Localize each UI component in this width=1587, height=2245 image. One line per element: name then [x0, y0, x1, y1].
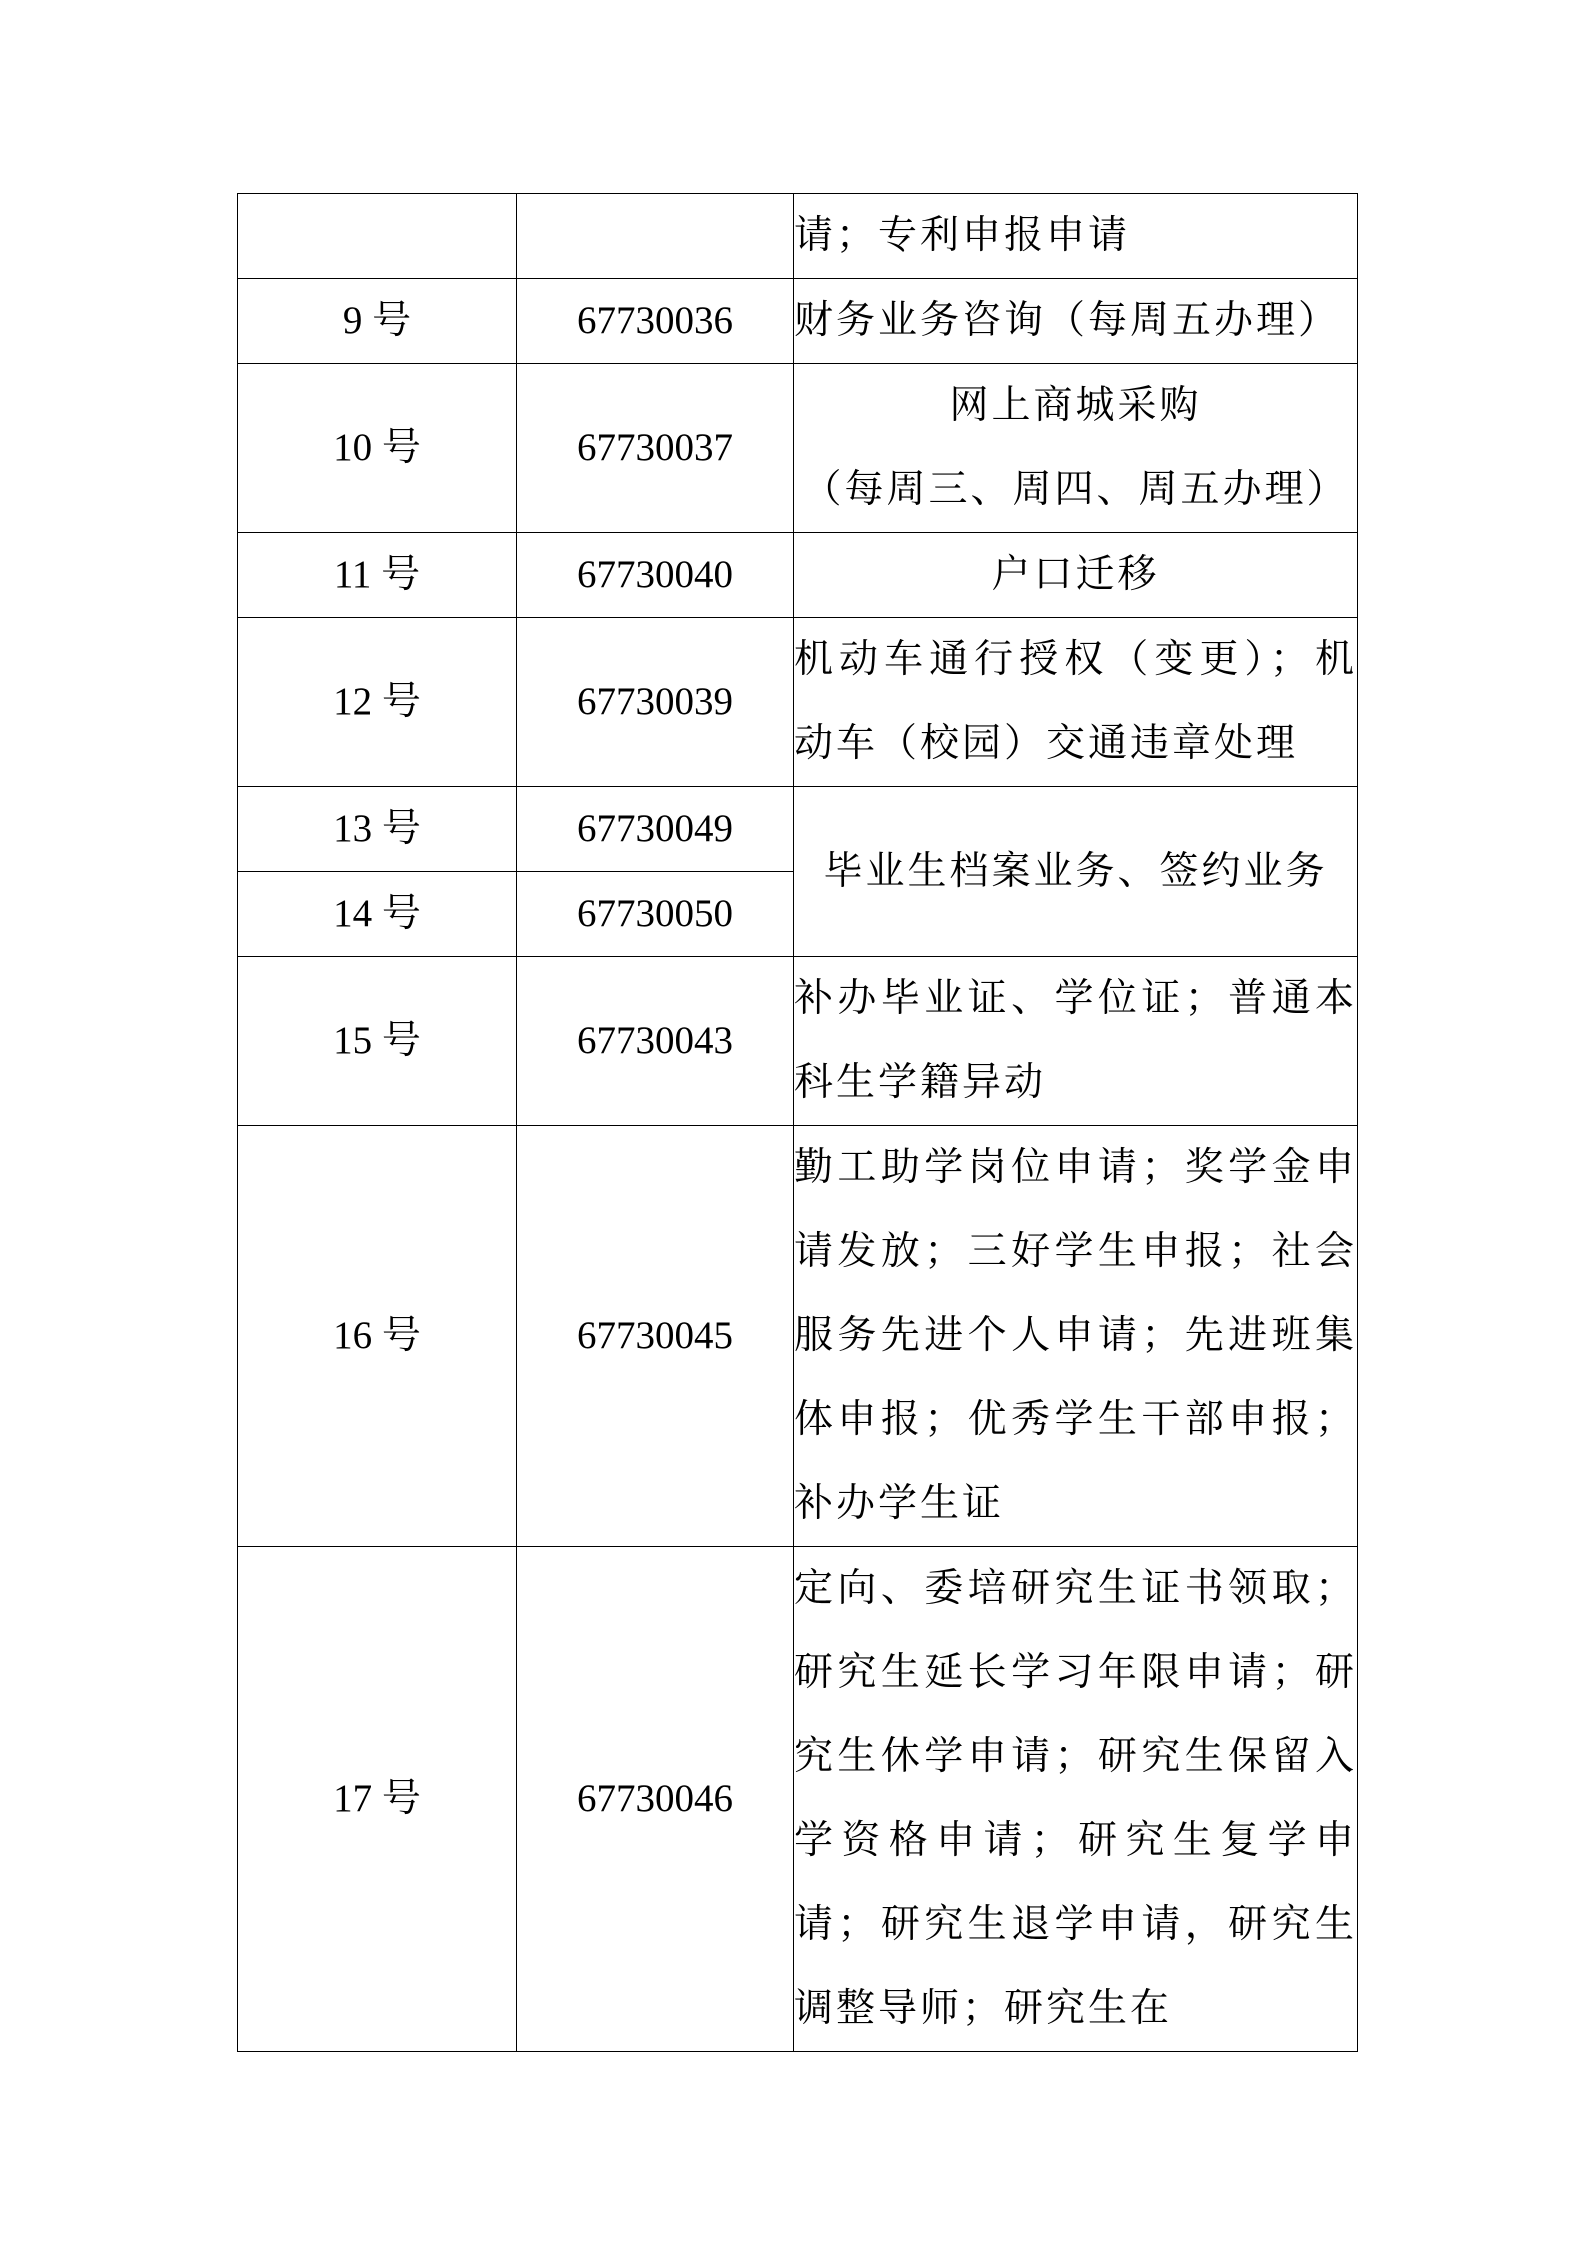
- phone-number-cell: 67730040: [517, 533, 794, 618]
- service-description-cell: 户口迁移: [794, 533, 1358, 618]
- phone-number-cell: 67730037: [517, 364, 794, 533]
- phone-number-cell: 67730046: [517, 1547, 794, 2052]
- table-row: [238, 194, 1358, 279]
- window-number-cell: 13 号: [238, 787, 517, 872]
- window-number-cell: [238, 194, 517, 279]
- service-description-cell: 请；专利申报申请: [794, 194, 1358, 279]
- service-description-cell: 勤工助学岗位申请；奖学金申请发放；三好学生申报；社会服务先进个人申请；先进班集体申报；优秀学生干部申报；补办学生证: [794, 1126, 1358, 1547]
- window-number-cell: 9 号: [238, 279, 517, 364]
- phone-number-cell: 67730049: [517, 787, 794, 872]
- service-line: （每周三、周四、周五办理）: [802, 467, 1349, 512]
- window-number-cell: 17 号: [238, 1547, 517, 2052]
- phone-number-cell: 67730039: [517, 618, 794, 787]
- window-number-cell: 16 号: [238, 1126, 517, 1547]
- service-description-cell: 机动车通行授权（变更）；机动车（校园）交通违章处理: [794, 618, 1358, 787]
- window-number-cell: 14 号: [238, 872, 517, 957]
- service-description-cell: 补办毕业证、学位证；普通本科生学籍异动: [794, 957, 1358, 1126]
- service-description-cell: 毕业生档案业务、签约业务: [794, 787, 1358, 957]
- table-row: [238, 1126, 1358, 1547]
- window-number-cell: 11 号: [238, 533, 517, 618]
- table-row: [238, 1547, 1358, 2052]
- phone-number-cell: 67730043: [517, 957, 794, 1126]
- table-row: [238, 364, 1358, 533]
- service-description-cell: 财务业务咨询（每周五办理）: [794, 279, 1358, 364]
- phone-number-cell: 67730036: [517, 279, 794, 364]
- service-window-table: [237, 193, 1358, 2052]
- phone-number-cell: 67730045: [517, 1126, 794, 1547]
- window-number-cell: 12 号: [238, 618, 517, 787]
- table-row: [238, 787, 1358, 872]
- window-number-cell: 15 号: [238, 957, 517, 1126]
- table-row: [238, 533, 1358, 618]
- service-description-cell: [794, 364, 1358, 533]
- table-row: [238, 957, 1358, 1126]
- window-number-cell: 10 号: [238, 364, 517, 533]
- table-row: [238, 618, 1358, 787]
- table-row: [238, 279, 1358, 364]
- service-description-cell: 定向、委培研究生证书领取；研究生延长学习年限申请；研究生休学申请；研究生保留入学资格申请；研究生复学申请；研究生退学申请，研究生调整导师；研究生在: [794, 1547, 1358, 2052]
- phone-number-cell: [517, 194, 794, 279]
- service-line: 网上商城采购: [949, 383, 1202, 428]
- phone-number-cell: 67730050: [517, 872, 794, 957]
